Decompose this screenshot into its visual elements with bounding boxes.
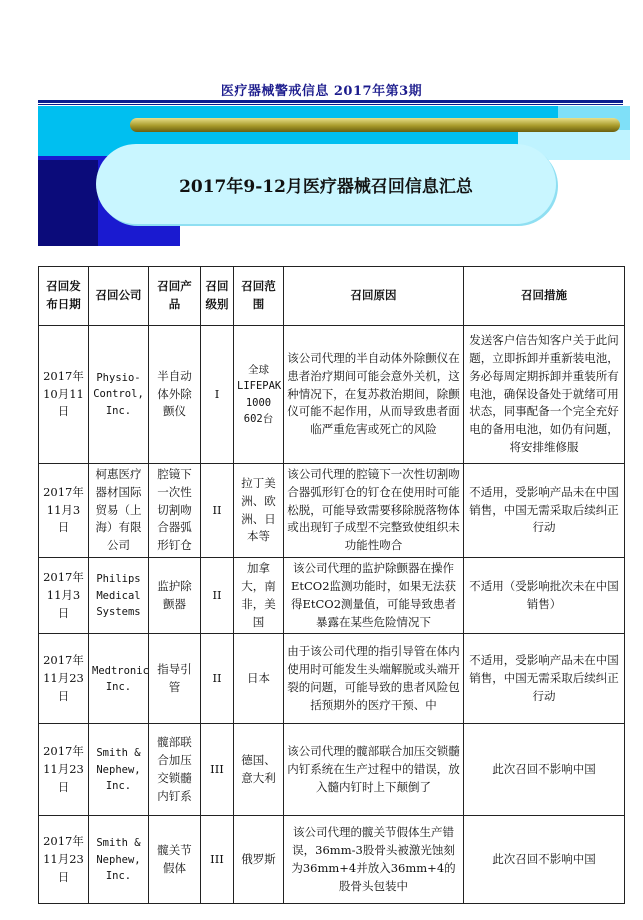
- cell-scope: 德国、意大利: [234, 724, 284, 816]
- cell-level: II: [201, 464, 234, 558]
- cell-product: 监护除颤器: [149, 558, 201, 634]
- cell-scope: 加拿大，南非，美国: [234, 558, 284, 634]
- cell-date: 2017年11月23日: [39, 816, 89, 904]
- cell-action: 不适用，受影响产品未在中国销售，中国无需采取后续纠正行动: [464, 464, 625, 558]
- cell-action: 发送客户信告知客户关于此问题，立即拆卸并重新装电池，务必每周定期拆卸并重装所有电池，确保设备处于就绪可用状态，同事配备一个完全充好电的备用电池，如仍有问题，将安排维修服: [464, 326, 625, 464]
- cell-scope: 拉丁美洲、欧洲、日本等: [234, 464, 284, 558]
- cell-product: 髋部联合加压交锁髓内钉系: [149, 724, 201, 816]
- col-header-cause: 召回原因: [284, 267, 464, 326]
- table-row: [39, 634, 625, 724]
- header-rule-thin: [38, 104, 623, 105]
- table-row: [39, 558, 625, 634]
- recall-table: [38, 266, 625, 904]
- table-row: [39, 724, 625, 816]
- col-header-scope: 召回范围: [234, 267, 284, 326]
- cell-product: 指导引管: [149, 634, 201, 724]
- cell-action: 此次召回不影响中国: [464, 816, 625, 904]
- cell-company: Smith & Nephew, Inc.: [89, 816, 149, 904]
- col-header-company: 召回公司: [89, 267, 149, 326]
- cell-date: 2017年10月11日: [39, 326, 89, 464]
- cell-date: 2017年11月3日: [39, 464, 89, 558]
- table-row: [39, 464, 625, 558]
- cell-level: II: [201, 634, 234, 724]
- cell-scope: 俄罗斯: [234, 816, 284, 904]
- cell-date: 2017年11月23日: [39, 724, 89, 816]
- cell-product: 髋关节假体: [149, 816, 201, 904]
- cell-date: 2017年11月3日: [39, 558, 89, 634]
- col-header-date: 召回发布日期: [39, 267, 89, 326]
- cell-level: III: [201, 724, 234, 816]
- cell-cause: 由于该公司代理的指引导管在体内使用时可能发生头端解脱或头端开裂的问题，可能导致的患者风险包括预期外的医疗干预、中: [284, 634, 464, 724]
- col-header-action: 召回措施: [464, 267, 625, 326]
- cell-level: III: [201, 816, 234, 904]
- cell-cause: 该公司代理的髋关节假体生产错误，36mm-3股骨头被激光蚀刻为36mm+4并放入36mm+4的股骨头包装中: [284, 816, 464, 904]
- cell-company: Smith & Nephew, Inc.: [89, 724, 149, 816]
- col-header-product: 召回产品: [149, 267, 201, 326]
- running-header: 医疗器械警戒信息 2017年第3期: [220, 84, 423, 99]
- cell-cause: 该公司代理的半自动体外除颤仪在患者治疗期间可能会意外关机，这种情况下，在复苏救治期间，除颤仪可能不起作用，从而导致患者面临严重危害或死亡的风险: [284, 326, 464, 464]
- cell-company: Philips Medical Systems: [89, 558, 149, 634]
- cell-cause: 该公司代理的髋部联合加压交锁髓内钉系统在生产过程中的错误，放入髓内钉时上下颠倒了: [284, 724, 464, 816]
- table-row: [39, 816, 625, 904]
- cell-product: 腔镜下一次性切割吻合器弧形钉仓: [149, 464, 201, 558]
- cell-level: I: [201, 326, 234, 464]
- cell-cause: 该公司代理的监护除颤器在操作EtCO2监测功能时，如果无法获得EtCO2测量值，可能导致患者暴露在某些危险情况下: [284, 558, 464, 634]
- cell-date: 2017年11月23日: [39, 634, 89, 724]
- page-title: 2017年9-12月医疗器械召回信息汇总: [179, 177, 473, 197]
- cell-action: 此次召回不影响中国: [464, 724, 625, 816]
- cell-scope: 全球LIFEPAK 1000 602台: [234, 326, 284, 464]
- cell-scope: 日本: [234, 634, 284, 724]
- banner-gold-bar: [130, 118, 620, 132]
- cell-level: II: [201, 558, 234, 634]
- cell-company: 柯惠医疗器材国际贸易（上海）有限公司: [89, 464, 149, 558]
- cell-cause: 该公司代理的腔镜下一次性切割吻合器弧形钉仓的钉仓在使用时可能松脱，可能导致需要移除脱落物体或出现钉子成型不完整致使组织未功能性吻合: [284, 464, 464, 558]
- cell-product: 半自动体外除颤仪: [149, 326, 201, 464]
- cell-action: 不适用，受影响产品未在中国销售，中国无需采取后续纠正行动: [464, 634, 625, 724]
- cell-company: Medtronic Inc.: [89, 634, 149, 724]
- table-header-row: [39, 267, 625, 326]
- table-row: [39, 326, 625, 464]
- cell-company: Physio-Control, Inc.: [89, 326, 149, 464]
- col-header-level: 召回级别: [201, 267, 234, 326]
- banner-navy-block: [38, 160, 98, 246]
- header-rule: [38, 100, 623, 103]
- title-banner: [38, 106, 630, 246]
- cell-action: 不适用（受影响批次未在中国销售）: [464, 558, 625, 634]
